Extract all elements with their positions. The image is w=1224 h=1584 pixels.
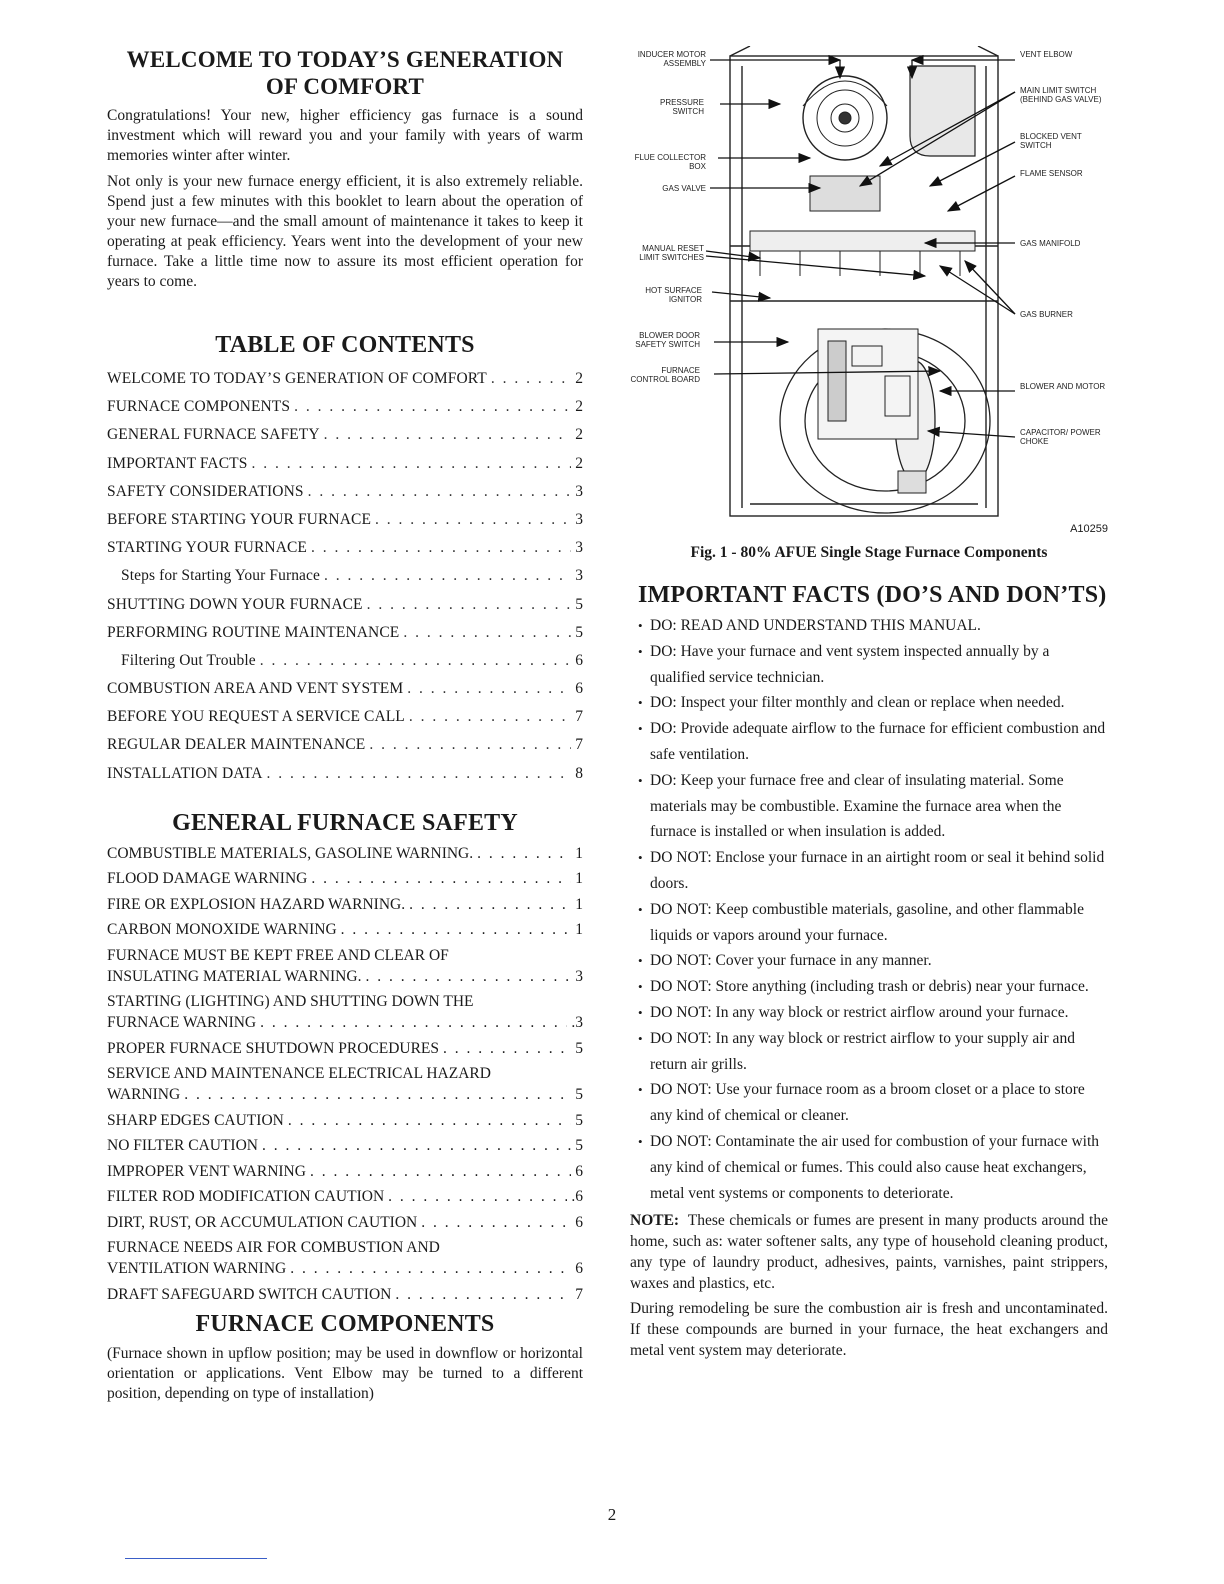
toc-leader-dots — [311, 534, 571, 562]
safety-leader-dots — [310, 1161, 571, 1182]
toc-item-label: INSTALLATION DATA — [107, 764, 263, 782]
label-gas-valve: GAS VALVE — [662, 184, 706, 193]
toc-leader-dots — [324, 562, 571, 590]
toc-item-label: STARTING YOUR FURNACE — [107, 539, 308, 557]
toc-leader-dots — [308, 478, 572, 506]
toc-list — [107, 365, 583, 788]
toc-item[interactable] — [107, 534, 583, 562]
safety-leader-dots — [477, 843, 571, 864]
safety-leader-dots — [184, 1084, 571, 1105]
toc-item[interactable] — [107, 619, 583, 647]
toc-item[interactable] — [107, 478, 583, 506]
safety-item[interactable] — [107, 1212, 583, 1233]
toc-leader-dots — [491, 365, 571, 393]
gas-valve-drawing — [750, 176, 975, 276]
toc-item-page: 5 — [575, 623, 583, 641]
safety-item-label: SHARP EDGES CAUTION — [107, 1111, 284, 1129]
toc-item-page: 3 — [575, 510, 583, 528]
toc-item-label: SAFETY CONSIDERATIONS — [107, 482, 304, 500]
toc-item-page: 2 — [575, 454, 583, 472]
toc-item[interactable] — [107, 703, 583, 731]
safety-item-page: 5 — [575, 1039, 583, 1057]
toc-leader-dots — [369, 731, 571, 759]
welcome-title-line1: WELCOME TO TODAY’S GENERATION — [126, 47, 564, 72]
safety-item[interactable] — [107, 1161, 583, 1182]
toc-item-label: BEFORE YOU REQUEST A SERVICE CALL — [107, 708, 405, 726]
toc-title: TABLE OF CONTENTS — [215, 332, 475, 358]
safety-item-page: 6 — [575, 1213, 583, 1231]
fact-item: • DO: READ AND UNDERSTAND THIS MANUAL. — [638, 613, 1108, 639]
label-blower-and-motor: BLOWER AND MOTOR — [1020, 382, 1106, 391]
safety-item-page: .6 — [571, 1188, 583, 1206]
toc-item-label: IMPORTANT FACTS — [107, 454, 248, 472]
label-flue-collector-box: FLUE COLLECTOR BOX — [634, 153, 706, 171]
toc-leader-dots — [267, 760, 572, 788]
safety-leader-dots — [290, 1258, 571, 1279]
components-text: (Furnace shown in upflow position; may be used in downflow or horizontal orientation or applications. Vent Elbow may be turned to a different position, depending on type of installation) — [107, 1344, 583, 1402]
toc-item-page: 5 — [575, 595, 583, 613]
welcome-title-line2: OF COMFORT — [265, 74, 425, 99]
note-label: NOTE: — [630, 1212, 680, 1230]
safety-item-label: IMPROPER VENT WARNING — [107, 1162, 306, 1180]
safety-leader-dots — [262, 1135, 571, 1156]
toc-item-label: GENERAL FURNACE SAFETY — [107, 426, 320, 444]
safety-item[interactable] — [107, 1063, 583, 1105]
label-vent-elbow: VENT ELBOW — [1020, 50, 1073, 59]
label-capacitor-power-choke: CAPACITOR/ POWER CHOKE — [1020, 428, 1101, 446]
figure-id: A10259 — [1070, 523, 1108, 535]
safety-item-page: 6 — [575, 1260, 583, 1278]
safety-item-page: 7 — [575, 1285, 583, 1303]
furnace-components-figure — [630, 46, 1108, 535]
safety-item-label: PROPER FURNACE SHUTDOWN PROCEDURES — [107, 1039, 440, 1057]
toc-item-page: 8 — [575, 764, 583, 782]
safety-leader-dots — [388, 1186, 567, 1207]
safety-item[interactable] — [107, 919, 583, 940]
facts-list — [630, 613, 1108, 1206]
safety-item-label: DIRT, RUST, OR ACCUMULATION CAUTION — [107, 1213, 418, 1231]
toc-item-label: WELCOME TO TODAY’S GENERATION OF COMFORT — [107, 370, 487, 387]
left-column — [107, 46, 583, 1404]
safety-item-page: 1 — [575, 921, 583, 939]
safety-item-label: FLOOD DAMAGE WARNING — [107, 870, 308, 888]
safety-item[interactable] — [107, 1284, 583, 1305]
toc-item-label: REGULAR DEALER MAINTENANCE — [107, 736, 366, 754]
note-text: These chemicals or fumes are present in many products around the home, such as: water softener salts, any type of household cleaning product, any type of laundry product, adhesives, paints, varnishes, paint strippers, waxes and plastics, etc. — [630, 1212, 1108, 1293]
fact-item: • DO: Inspect your filter monthly and clean or replace when needed. — [638, 690, 1108, 716]
safety-item-page: .3 — [571, 1014, 583, 1032]
safety-item[interactable] — [107, 1110, 583, 1131]
safety-item[interactable] — [107, 1135, 583, 1156]
left-leader-lines — [706, 60, 940, 374]
toc-item-label: Filtering Out Trouble — [121, 651, 256, 669]
toc-leader-dots — [251, 450, 571, 478]
control-board-drawing — [818, 329, 918, 439]
safety-item-label: INSULATING MATERIAL WARNING. — [107, 967, 362, 985]
fact-item: • DO NOT: Keep combustible materials, gasoline, and other flammable liquids or vapors around your furnace. — [638, 897, 1108, 949]
safety-item-label: VENTILATION WARNING — [107, 1260, 287, 1278]
safety-item-label-line1: SERVICE AND MAINTENANCE ELECTRICAL HAZARD — [107, 1065, 491, 1083]
toc-item[interactable] — [107, 506, 583, 534]
safety-item-label: FURNACE WARNING — [107, 1014, 257, 1032]
safety-leader-dots — [421, 1212, 571, 1233]
safety-item-label: NO FILTER CAUTION — [107, 1137, 258, 1155]
right-column — [630, 46, 1108, 1361]
safety-leader-dots — [395, 1284, 571, 1305]
safety-item-label: FILTER ROD MODIFICATION CAUTION — [107, 1188, 385, 1206]
fact-item: • DO NOT: Contaminate the air used for combustion of your furnace with any kind of chemical or fumes. This could also cause heat exchangers, metal vent systems or components to deteriorate. — [638, 1129, 1108, 1206]
fact-item: • DO NOT: In any way block or restrict airflow around your furnace. — [638, 1000, 1108, 1026]
toc-item-page: 6 — [575, 651, 583, 669]
label-gas-manifold: GAS MANIFOLD — [1020, 239, 1081, 248]
toc-item-page: 2 — [575, 426, 583, 444]
toc-item-page: 7 — [575, 708, 583, 726]
toc-item-label: PERFORMING ROUTINE MAINTENANCE — [107, 623, 400, 641]
label-pressure-switch: PRESSURE SWITCH — [659, 98, 704, 116]
safety-item-label: FIRE OR EXPLOSION HAZARD WARNING. — [107, 895, 406, 913]
safety-item[interactable] — [107, 843, 583, 864]
safety-item-page: 1 — [575, 895, 583, 913]
safety-item-label: WARNING — [107, 1086, 181, 1104]
toc-leader-dots — [375, 506, 571, 534]
safety-leader-dots — [260, 1012, 567, 1033]
safety-item[interactable] — [107, 991, 583, 1033]
toc-item-label: Steps for Starting Your Furnace — [121, 567, 320, 585]
toc-item-page: 2 — [575, 370, 583, 387]
fact-item: • DO: Have your furnace and vent system inspected annually by a qualified service technician. — [638, 639, 1108, 691]
components-title: FURNACE COMPONENTS — [195, 1310, 495, 1337]
toc-leader-dots — [294, 393, 571, 421]
furnace-diagram — [630, 46, 1108, 524]
safety-item[interactable] — [107, 868, 583, 889]
label-furnace-control-board: FURNACE CONTROL BOARD — [630, 366, 700, 384]
safety-leader-dots — [311, 868, 571, 889]
toc-item-page: 3 — [575, 482, 583, 500]
safety-item-label-line1: FURNACE MUST BE KEPT FREE AND CLEAR OF — [107, 946, 449, 964]
toc-item-label: COMBUSTION AREA AND VENT SYSTEM — [107, 680, 404, 698]
safety-leader-dots — [288, 1110, 571, 1131]
fact-item: • DO: Keep your furnace free and clear of insulating material. Some materials may be combustible. Examine the furnace area when the furnace is installed or when insulation is added. — [638, 768, 1108, 845]
safety-leader-dots — [365, 966, 571, 987]
safety-item-page: 5 — [575, 1137, 583, 1155]
label-gas-burner: GAS BURNER — [1020, 310, 1073, 319]
safety-item[interactable] — [107, 1237, 583, 1279]
toc-item[interactable] — [107, 450, 583, 478]
safety-leader-dots — [443, 1038, 571, 1059]
toc-item-label: FURNACE COMPONENTS — [107, 398, 291, 416]
inducer-motor-drawing — [803, 76, 887, 160]
label-hot-surface-ignitor: HOT SURFACE IGNITOR — [645, 286, 702, 304]
safety-item-page: 6 — [575, 1162, 583, 1180]
toc-leader-dots — [367, 591, 572, 619]
toc-item[interactable] — [107, 591, 583, 619]
safety-item-page: 5 — [575, 1086, 583, 1104]
fact-item: • DO NOT: Enclose your furnace in an airtight room or seal it behind solid doors. — [638, 845, 1108, 897]
page-number: 2 — [607, 1505, 617, 1524]
fact-item: • DO NOT: Cover your furnace in any manner. — [638, 948, 1108, 974]
toc-item[interactable] — [107, 365, 583, 393]
safety-item-page: 3 — [575, 967, 583, 985]
safety-item[interactable] — [107, 1186, 583, 1207]
footer-rule — [125, 1558, 267, 1559]
safety-item[interactable] — [107, 1038, 583, 1059]
facts-title: IMPORTANT FACTS (DO’S AND DON’TS) — [638, 582, 1107, 608]
toc-item[interactable] — [107, 760, 583, 788]
toc-item[interactable] — [107, 393, 583, 421]
toc-item-page: 2 — [575, 398, 583, 416]
fact-item: • DO NOT: Store anything (including trash or debris) near your furnace. — [638, 974, 1108, 1000]
safety-item-label: CARBON MONOXIDE WARNING — [107, 921, 337, 939]
figure-caption: Fig. 1 - 80% AFUE Single Stage Furnace Components — [690, 544, 1048, 561]
label-blocked-vent-switch: BLOCKED VENT SWITCH — [1020, 132, 1082, 150]
toc-item[interactable] — [107, 731, 583, 759]
welcome-title — [107, 46, 583, 100]
safety-item-page: 5 — [575, 1111, 583, 1129]
safety-item-page: 1 — [575, 844, 583, 862]
toc-subitem[interactable] — [107, 562, 583, 590]
fact-item: • DO NOT: Use your furnace room as a broom closet or a place to store any kind of chemical or cleaner. — [638, 1077, 1108, 1129]
fact-item: • DO: Provide adequate airflow to the furnace for efficient combustion and safe ventilation. — [638, 716, 1108, 768]
capacitor-drawing — [898, 471, 926, 493]
label-blower-door-safety-switch: BLOWER DOOR SAFETY SWITCH — [635, 331, 700, 349]
toc-subitem[interactable] — [107, 647, 583, 675]
label-flame-sensor: FLAME SENSOR — [1020, 169, 1083, 178]
safety-item[interactable] — [107, 894, 583, 915]
safety-item-label: COMBUSTIBLE MATERIALS, GASOLINE WARNING. — [107, 844, 474, 862]
toc-item-page: 7 — [575, 736, 583, 754]
safety-item-label-line1: STARTING (LIGHTING) AND SHUTTING DOWN THE — [107, 993, 474, 1011]
safety-leader-dots — [341, 919, 572, 940]
welcome-paragraph-1: Congratulations! Your new, higher efficiency gas furnace is a sound investment which will reward you and your family with years of warm memories winter after winter. — [107, 107, 583, 164]
safety-title: GENERAL FURNACE SAFETY — [172, 809, 518, 836]
remodel-paragraph: During remodeling be sure the combustion air is fresh and uncontaminated. If these compounds are burned in your furnace, the heat exchangers and metal vent system may deteriorate. — [630, 1300, 1108, 1360]
safety-item[interactable] — [107, 945, 583, 987]
toc-item[interactable] — [107, 675, 583, 703]
toc-item-label: BEFORE STARTING YOUR FURNACE — [107, 510, 372, 528]
label-inducer-motor: INDUCER MOTOR ASSEMBLY — [637, 50, 706, 68]
note-paragraph — [630, 1210, 1108, 1294]
toc-leader-dots — [403, 619, 571, 647]
safety-leader-dots — [409, 894, 571, 915]
toc-leader-dots — [260, 647, 572, 675]
welcome-paragraph-2: Not only is your new furnace energy efficient, it is also extremely reliable. Spend just a few minutes with this booklet to learn about the operation of your new furnace—and the small amount of maintenance it takes to keep it operating at peak efficiency. Years went into the development of your new furnace. Take a little time now to assure its most efficient operation for years to come. — [107, 173, 583, 290]
safety-item-label-line1: FURNACE NEEDS AIR FOR COMBUSTION AND — [107, 1239, 440, 1257]
toc-item-page: 3 — [575, 539, 583, 557]
toc-leader-dots — [409, 703, 571, 731]
vent-elbow-drawing — [910, 66, 975, 156]
safety-item-label: DRAFT SAFEGUARD SWITCH CAUTION — [107, 1285, 392, 1303]
toc-leader-dots — [324, 421, 572, 449]
toc-item-page: 3 — [575, 567, 583, 585]
label-main-limit-switch: MAIN LIMIT SWITCH (BEHIND GAS VALVE) — [1020, 86, 1102, 104]
safety-item-page: 1 — [575, 870, 583, 888]
label-manual-reset-limit-switches: MANUAL RESET LIMIT SWITCHES — [639, 244, 704, 262]
toc-leader-dots — [407, 675, 571, 703]
safety-list — [107, 843, 583, 1305]
toc-item-label: SHUTTING DOWN YOUR FURNACE — [107, 595, 363, 613]
toc-item[interactable] — [107, 421, 583, 449]
toc-item-page: 6 — [575, 680, 583, 698]
fact-item: • DO NOT: In any way block or restrict airflow to your supply air and return air grills. — [638, 1026, 1108, 1078]
